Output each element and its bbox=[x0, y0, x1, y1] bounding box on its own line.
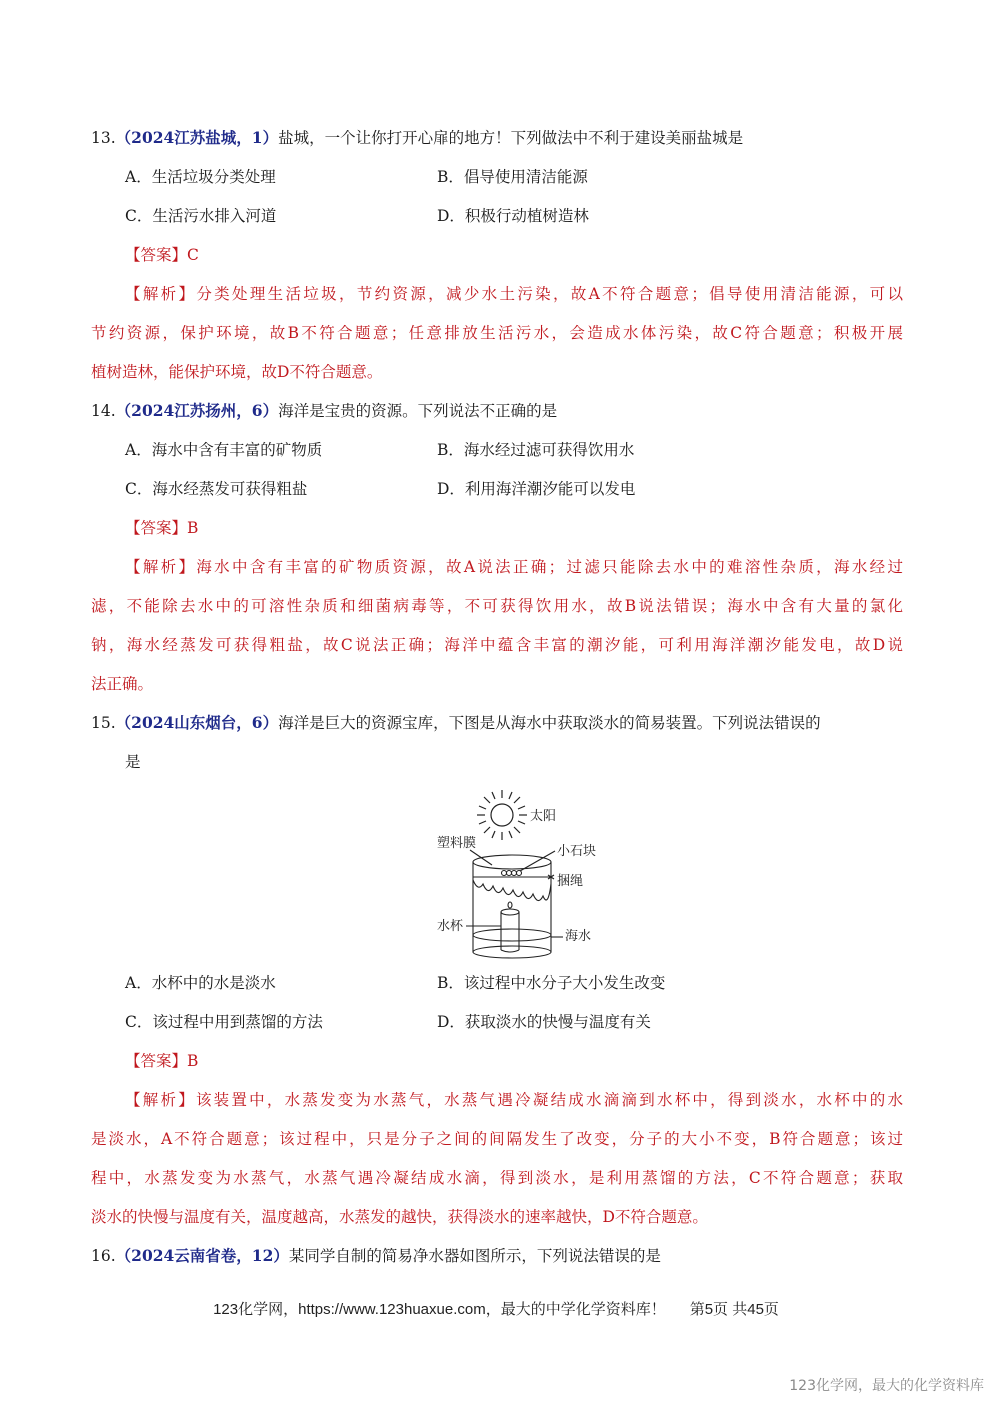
option-b: B．该过程中水分子大小发生改变 bbox=[437, 974, 666, 992]
question-text: 海洋是巨大的资源宝库，下图是从海水中获取淡水的简易装置。下列说法错误的 bbox=[278, 714, 821, 732]
question-source: （2024江苏扬州，6） bbox=[115, 401, 279, 420]
analysis-line: 淡水的快慢与温度有关，温度越高，水蒸发的越快，获得淡水的速率越快，D不符合题意。 bbox=[91, 1208, 708, 1226]
sun-icon bbox=[477, 790, 527, 840]
analysis-line bbox=[125, 283, 903, 305]
question-text: 海洋是宝贵的资源。下列说法不正确的是 bbox=[278, 402, 558, 420]
option-c: C．海水经蒸发可获得粗盐 bbox=[125, 480, 308, 498]
watermark: 123化学网，最大的化学资料库 bbox=[789, 1378, 984, 1394]
analysis-text: 海水中含有丰富的矿物质资源，故A说法正确；过滤只能除去水中的难溶性杂质，海水经过 bbox=[196, 558, 903, 576]
question-number: 14. bbox=[91, 402, 116, 420]
apparatus-diagram bbox=[420, 785, 610, 960]
analysis-line: 是淡水，A不符合题意；该过程中，只是分子之间的间隔发生了改变，分子的大小不变，B符合题意；该过 bbox=[91, 1130, 903, 1148]
answer-tag: 【答案】 bbox=[125, 519, 188, 537]
question-text: 某同学自制的简易净水器如图所示，下列说法错误的是 bbox=[288, 1247, 661, 1265]
option-b: B．倡导使用清洁能源 bbox=[437, 168, 588, 186]
analysis-text: 分类处理生活垃圾，节约资源，减少水土污染，故A不符合题意；倡导使用清洁能源，可以 bbox=[196, 285, 903, 303]
label-stone: 小石块 bbox=[557, 844, 597, 859]
option-c: C．生活污水排入河道 bbox=[125, 207, 277, 225]
page-footer bbox=[0, 1298, 992, 1319]
label-seawater: 海水 bbox=[565, 929, 592, 944]
analysis-line: 法正确。 bbox=[91, 675, 154, 693]
page-number: 第5页 共45页 bbox=[689, 1301, 779, 1318]
footer-site: 123化学网，https://www.123huaxue.com，最大的中学化学资料库！ bbox=[213, 1301, 666, 1318]
analysis-line bbox=[125, 556, 903, 578]
analysis-line: 钠，海水经蒸发可获得粗盐，故C说法正确；海洋中蕴含丰富的潮汐能，可利用海洋潮汐能发电，故D说 bbox=[91, 636, 903, 654]
option-d: D．积极行动植树造林 bbox=[437, 207, 589, 225]
question-source: （2024山东烟台，6） bbox=[115, 713, 279, 732]
question-text-continued: 是 bbox=[125, 753, 141, 771]
question-text: 盐城，一个让你打开心扉的地方！下列做法中不利于建设美丽盐城是 bbox=[278, 129, 744, 147]
question-number: 13. bbox=[91, 129, 116, 147]
question-number: 16. bbox=[91, 1247, 116, 1265]
question-15-stem bbox=[91, 712, 821, 734]
analysis-text: 该装置中，水蒸发变为水蒸气，水蒸气遇冷凝结成水滴滴到水杯中，得到淡水，水杯中的水 bbox=[195, 1091, 903, 1109]
question-14-stem bbox=[91, 400, 557, 422]
label-rope: 捆绳 bbox=[557, 874, 584, 889]
analysis-line bbox=[125, 1089, 903, 1111]
label-sun: 太阳 bbox=[530, 809, 557, 824]
answer-value: B bbox=[187, 519, 199, 537]
answer-tag: 【答案】 bbox=[125, 1052, 188, 1070]
answer bbox=[125, 1050, 198, 1072]
label-film: 塑料膜 bbox=[437, 836, 477, 851]
desalination-apparatus-figure bbox=[420, 785, 610, 960]
answer bbox=[125, 517, 198, 539]
analysis-tag: 【解析】 bbox=[125, 285, 197, 303]
answer-value: B bbox=[187, 1052, 199, 1070]
answer-value: C bbox=[187, 246, 199, 264]
question-source: （2024江苏盐城，1） bbox=[115, 128, 279, 147]
question-16-stem bbox=[91, 1245, 661, 1267]
analysis-line: 植树造林，能保护环境，故D不符合题意。 bbox=[91, 363, 383, 381]
option-d: D．获取淡水的快慢与温度有关 bbox=[437, 1013, 651, 1031]
option-d: D．利用海洋潮汐能可以发电 bbox=[437, 480, 636, 498]
label-cup: 水杯 bbox=[437, 919, 464, 934]
option-a: A．水杯中的水是淡水 bbox=[125, 974, 276, 992]
analysis-line: 节约资源，保护环境，故B不符合题意；任意排放生活污水，会造成水体污染，故C符合题意；积极开展 bbox=[91, 324, 903, 342]
question-number: 15. bbox=[91, 714, 116, 732]
answer bbox=[125, 244, 199, 266]
option-b: B．海水经过滤可获得饮用水 bbox=[437, 441, 635, 459]
analysis-tag: 【解析】 bbox=[125, 558, 197, 576]
answer-tag: 【答案】 bbox=[125, 246, 188, 264]
analysis-line: 程中，水蒸发变为水蒸气，水蒸气遇冷凝结成水滴，得到淡水，是利用蒸馏的方法，C不符合题意；获取 bbox=[91, 1169, 903, 1187]
analysis-line: 滤，不能除去水中的可溶性杂质和细菌病毒等，不可获得饮用水，故B说法错误；海水中含有大量的氯化 bbox=[91, 597, 903, 615]
option-a: A．海水中含有丰富的矿物质 bbox=[125, 441, 323, 459]
option-a: A．生活垃圾分类处理 bbox=[125, 168, 276, 186]
analysis-tag: 【解析】 bbox=[125, 1091, 196, 1109]
question-source: （2024云南省卷，12） bbox=[115, 1246, 289, 1265]
question-13-stem bbox=[91, 127, 743, 149]
option-c: C．该过程中用到蒸馏的方法 bbox=[125, 1013, 323, 1031]
